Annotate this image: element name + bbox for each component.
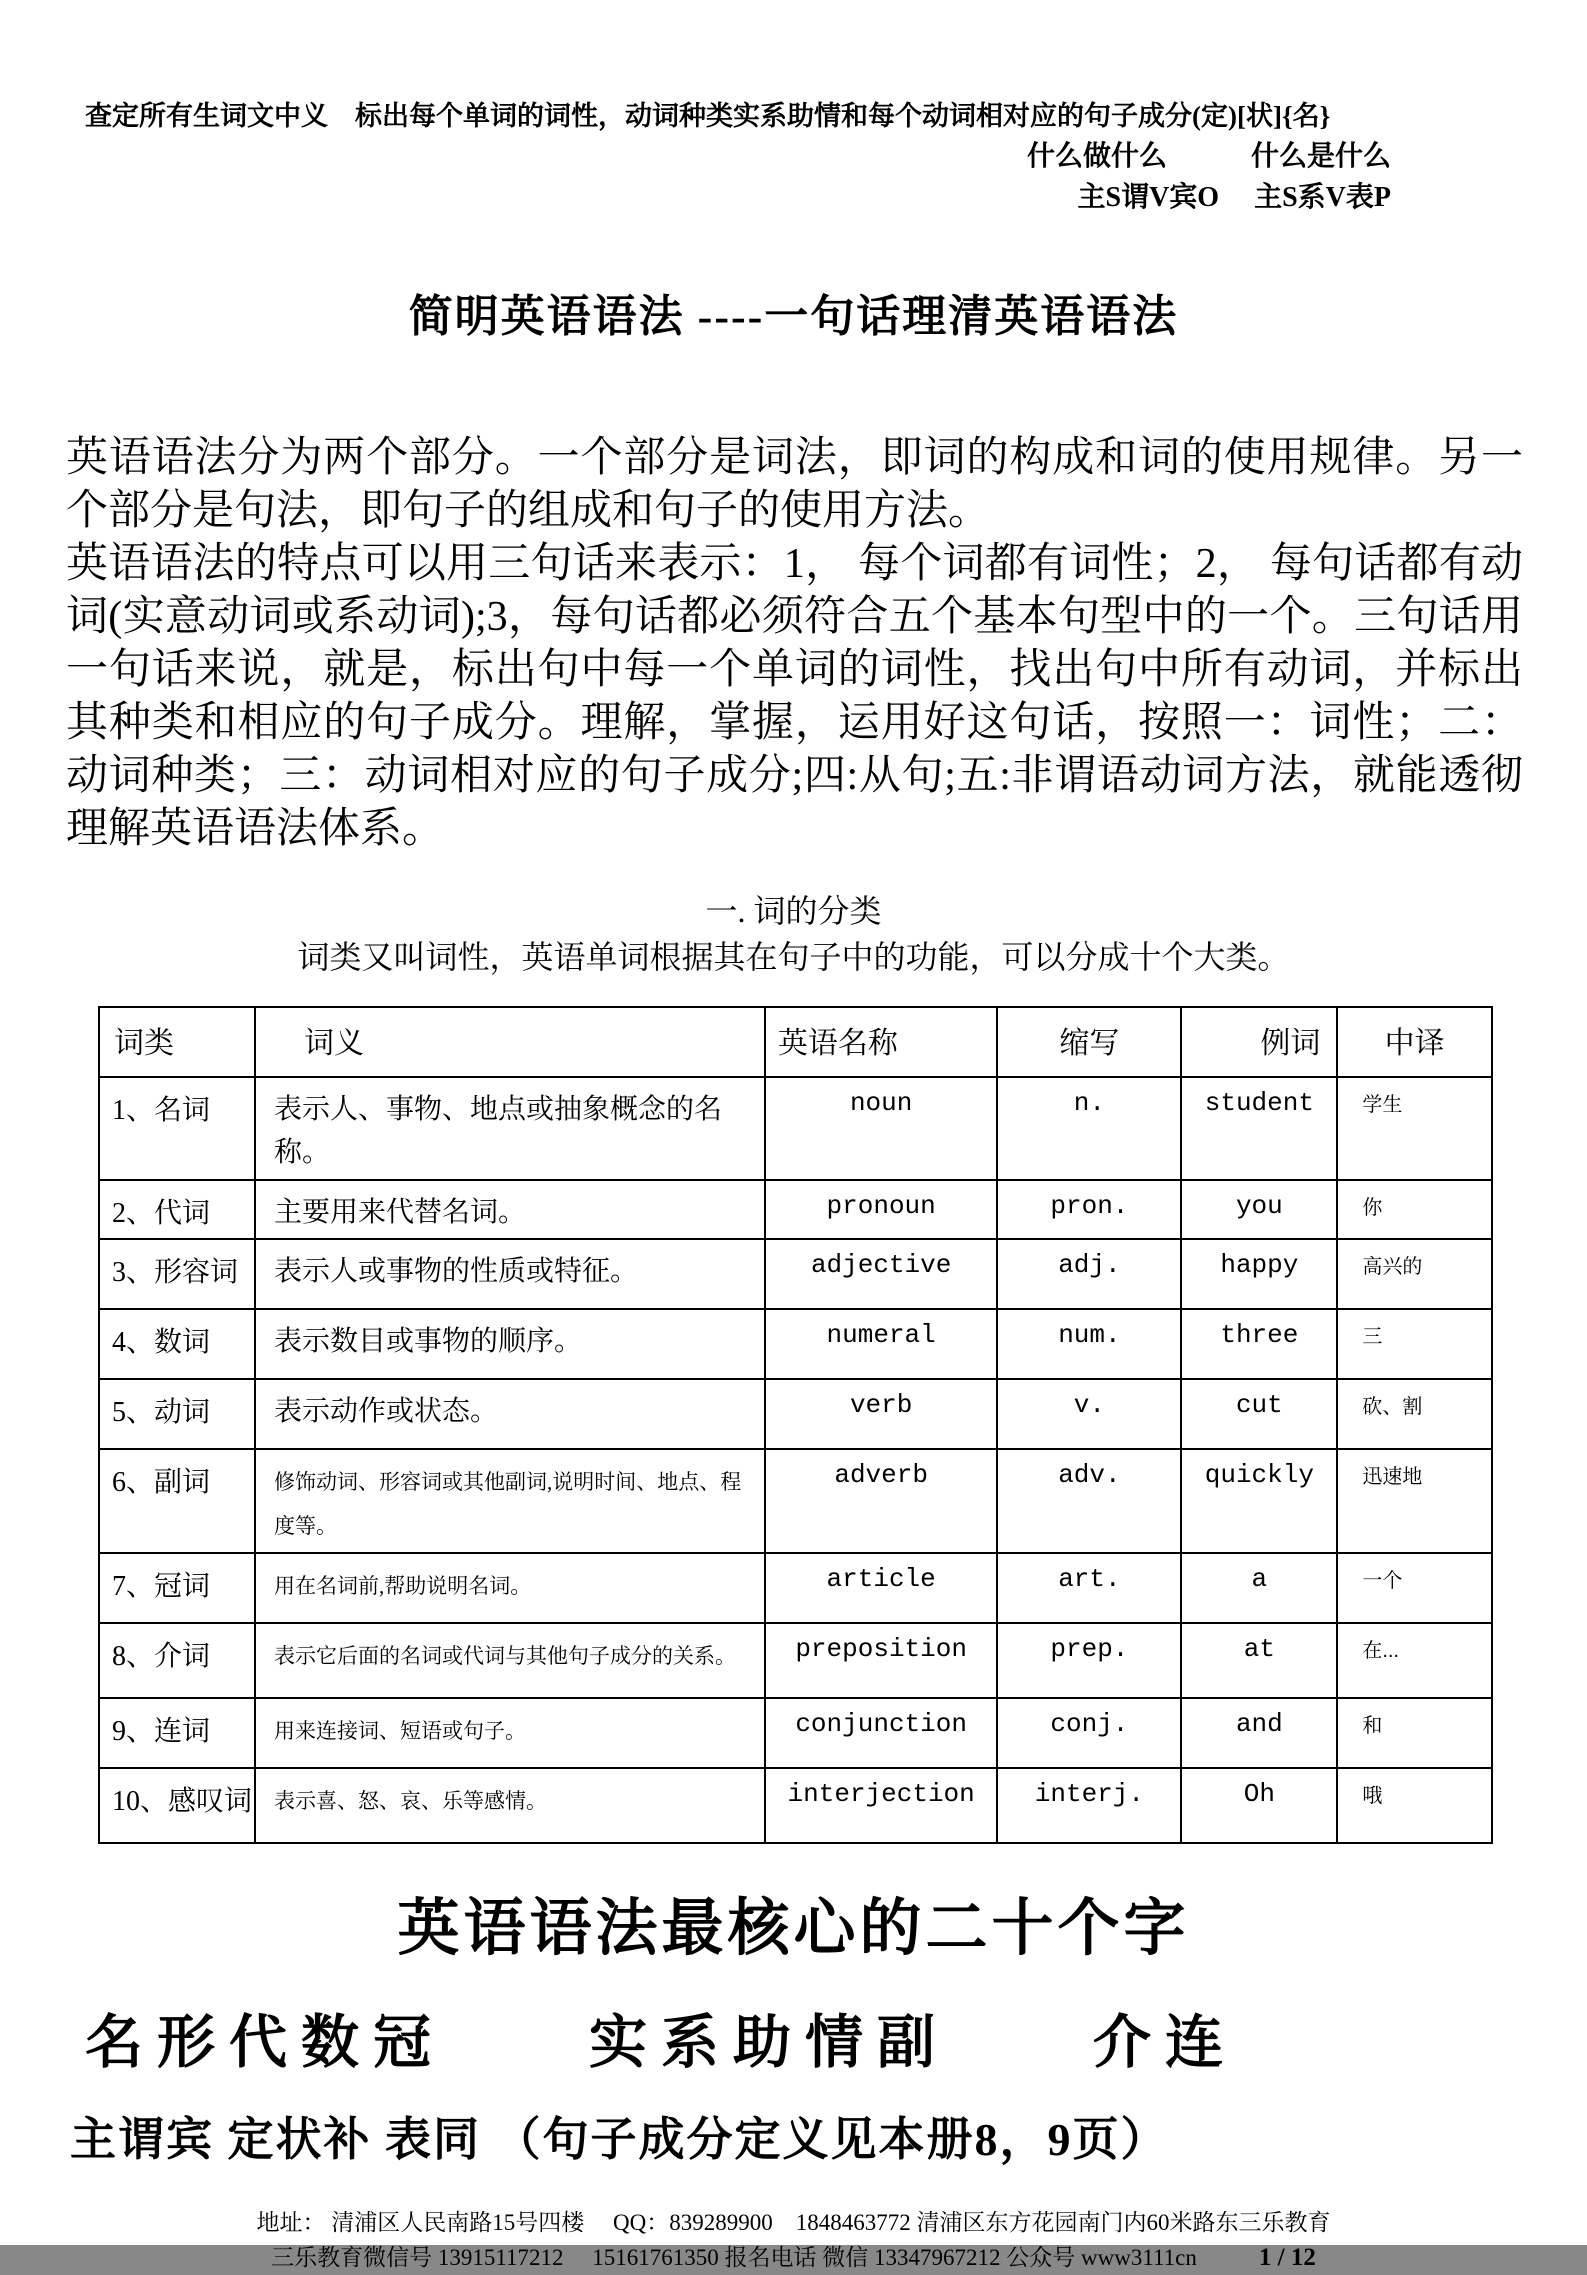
table-row xyxy=(99,1180,1492,1239)
cell-abbreviation: conj. xyxy=(997,1698,1181,1768)
cell-translation: 高兴的 xyxy=(1337,1239,1492,1309)
footer-address-line: 地址： 清浦区人民南路15号四楼 QQ：839289900 1848463772 清浦区东方花园南门内60米路东三乐教育 xyxy=(256,2210,1331,2236)
cell-category: 6、副词 xyxy=(99,1449,255,1553)
header-cell-category: 词类 xyxy=(99,1007,255,1077)
cell-category: 5、动词 xyxy=(99,1379,255,1449)
cell-english-name: verb xyxy=(765,1379,998,1449)
cell-example: student xyxy=(1181,1077,1337,1180)
cell-abbreviation: adj. xyxy=(997,1239,1181,1309)
cell-example: three xyxy=(1181,1309,1337,1379)
cell-translation: 你 xyxy=(1337,1180,1492,1239)
cell-english-name: pronoun xyxy=(765,1180,998,1239)
doc-header xyxy=(0,0,1587,218)
table-row xyxy=(99,1698,1492,1768)
cell-category: 4、数词 xyxy=(99,1309,255,1379)
cell-abbreviation: art. xyxy=(997,1553,1181,1623)
header-cell-english-name: 英语名称 xyxy=(765,1007,998,1077)
cell-meaning: 表示人或事物的性质或特征。 xyxy=(255,1239,765,1309)
cell-example: happy xyxy=(1181,1239,1337,1309)
cell-abbreviation: prep. xyxy=(997,1623,1181,1698)
cell-translation: 砍、割 xyxy=(1337,1379,1492,1449)
cell-example: you xyxy=(1181,1180,1337,1239)
cell-meaning: 主要用来代替名词。 xyxy=(255,1180,765,1239)
parts-of-speech-table xyxy=(98,1006,1493,1844)
header-cell-abbreviation: 缩写 xyxy=(997,1007,1181,1077)
cell-meaning: 表示喜、怒、哀、乐等感情。 xyxy=(255,1768,765,1843)
table-row xyxy=(99,1768,1492,1843)
footer-contact-line xyxy=(0,2240,1587,2275)
cell-translation: 哦 xyxy=(1337,1768,1492,1843)
cell-abbreviation: v. xyxy=(997,1379,1181,1449)
header-annotation-line2: 什么做什么 什么是什么 xyxy=(1026,141,1391,172)
cell-abbreviation: interj. xyxy=(997,1768,1181,1843)
cell-example: at xyxy=(1181,1623,1337,1698)
header-cell-meaning: 词义 xyxy=(255,1007,765,1077)
cell-translation: 在... xyxy=(1337,1623,1492,1698)
cell-example: quickly xyxy=(1181,1449,1337,1553)
cell-category: 2、代词 xyxy=(99,1180,255,1239)
cell-category: 7、冠词 xyxy=(99,1553,255,1623)
header-annotation-right xyxy=(0,136,1587,218)
cell-translation: 三 xyxy=(1337,1309,1492,1379)
core-sentence-elements-line: 主谓宾 定状补 表同 （句子成分定义见本册8，9页） xyxy=(70,2114,1169,2166)
cell-category: 1、名词 xyxy=(99,1077,255,1180)
cell-meaning: 表示人、事物、地点或抽象概念的名称。 xyxy=(255,1077,765,1180)
cell-abbreviation: adv. xyxy=(997,1449,1181,1553)
cell-example: and xyxy=(1181,1698,1337,1768)
section-subheading: 词类又叫词性，英语单词根据其在句子中的功能，可以分成十个大类。 xyxy=(297,939,1290,975)
header-annotation-line3: 主S谓V宾O 主S系V表P xyxy=(1077,182,1391,213)
cell-abbreviation: n. xyxy=(997,1077,1181,1180)
cell-meaning: 用在名词前,帮助说明名词。 xyxy=(255,1553,765,1623)
intro-paragraphs xyxy=(0,432,1587,856)
table-body xyxy=(99,1077,1492,1843)
cell-category: 10、感叹词 xyxy=(99,1768,255,1843)
cell-category: 8、介词 xyxy=(99,1623,255,1698)
cell-example: a xyxy=(1181,1553,1337,1623)
table-row xyxy=(99,1309,1492,1379)
cell-meaning: 表示动作或状态。 xyxy=(255,1379,765,1449)
table-row xyxy=(99,1379,1492,1449)
intro-paragraph-2: 英语语法的特点可以用三句话来表示：1， 每个词都有词性；2， 每句话都有动词(实意动词或系动词);3，每句话都必须符合五个基本句型中的一个。三句话用一句话来说，就是，标出句中每一个单词的词性，找出句中所有动词，并标出其种类和相应的句子成分。理解，掌握，运用好这句话，按照一：词性；二：动词种类；三：动词相对应的句子成分;四:从句;五:非谓语动词方法，就能透彻理解英语语法体系。 xyxy=(66,541,1523,852)
table-row xyxy=(99,1077,1492,1180)
core-twenty-chars-heading: 英语语法最核心的二十个字 xyxy=(397,1895,1190,1964)
cell-example: cut xyxy=(1181,1379,1337,1449)
cell-example: Oh xyxy=(1181,1768,1337,1843)
table-row xyxy=(99,1623,1492,1698)
cell-category: 3、形容词 xyxy=(99,1239,255,1309)
cell-english-name: interjection xyxy=(765,1768,998,1843)
cell-meaning: 修饰动词、形容词或其他副词,说明时间、地点、程度等。 xyxy=(255,1449,765,1553)
intro-paragraph-1: 英语语法分为两个部分。一个部分是词法，即词的构成和词的使用规律。另一个部分是句法，即句子的组成和句子的使用方法。 xyxy=(66,435,1523,534)
cell-translation: 和 xyxy=(1337,1698,1492,1768)
page-title: 简明英语语法 ----一句话理清英语语法 xyxy=(408,292,1179,341)
header-cell-example: 例词 xyxy=(1181,1007,1337,1077)
cell-abbreviation: num. xyxy=(997,1309,1181,1379)
cell-meaning: 表示数目或事物的顺序。 xyxy=(255,1309,765,1379)
page-footer xyxy=(0,2205,1587,2275)
footer-contact-text: 三乐教育微信号 13915117212 15161761350 报名电话 微信 13347967212 公众号 www3111cn xyxy=(271,2245,1197,2271)
cell-meaning: 用来连接词、短语或句子。 xyxy=(255,1698,765,1768)
cell-translation: 学生 xyxy=(1337,1077,1492,1180)
cell-meaning: 表示它后面的名词或代词与其他句子成分的关系。 xyxy=(255,1623,765,1698)
header-cell-translation: 中译 xyxy=(1337,1007,1492,1077)
cell-category: 9、连词 xyxy=(99,1698,255,1768)
cell-abbreviation: pron. xyxy=(997,1180,1181,1239)
table-row xyxy=(99,1449,1492,1553)
cell-english-name: adverb xyxy=(765,1449,998,1553)
cell-english-name: numeral xyxy=(765,1309,998,1379)
table-row xyxy=(99,1553,1492,1623)
cell-english-name: preposition xyxy=(765,1623,998,1698)
core-word-classes-line: 名形代数冠 实系助情副 介连 xyxy=(85,2010,1238,2076)
table-header-row xyxy=(99,1007,1492,1077)
cell-english-name: conjunction xyxy=(765,1698,998,1768)
page-number: 1 / 12 xyxy=(1258,2244,1316,2272)
cell-translation: 迅速地 xyxy=(1337,1449,1492,1553)
cell-english-name: article xyxy=(765,1553,998,1623)
cell-english-name: noun xyxy=(765,1077,998,1180)
cell-translation: 一个 xyxy=(1337,1553,1492,1623)
header-annotation-line1: 查定所有生词文中义 标出每个单词的词性，动词种类实系助情和每个动词相对应的句子成分(定)[状]{名} xyxy=(85,101,1331,131)
table-row xyxy=(99,1239,1492,1309)
section-heading: 一. 词的分类 xyxy=(705,893,882,929)
cell-english-name: adjective xyxy=(765,1239,998,1309)
